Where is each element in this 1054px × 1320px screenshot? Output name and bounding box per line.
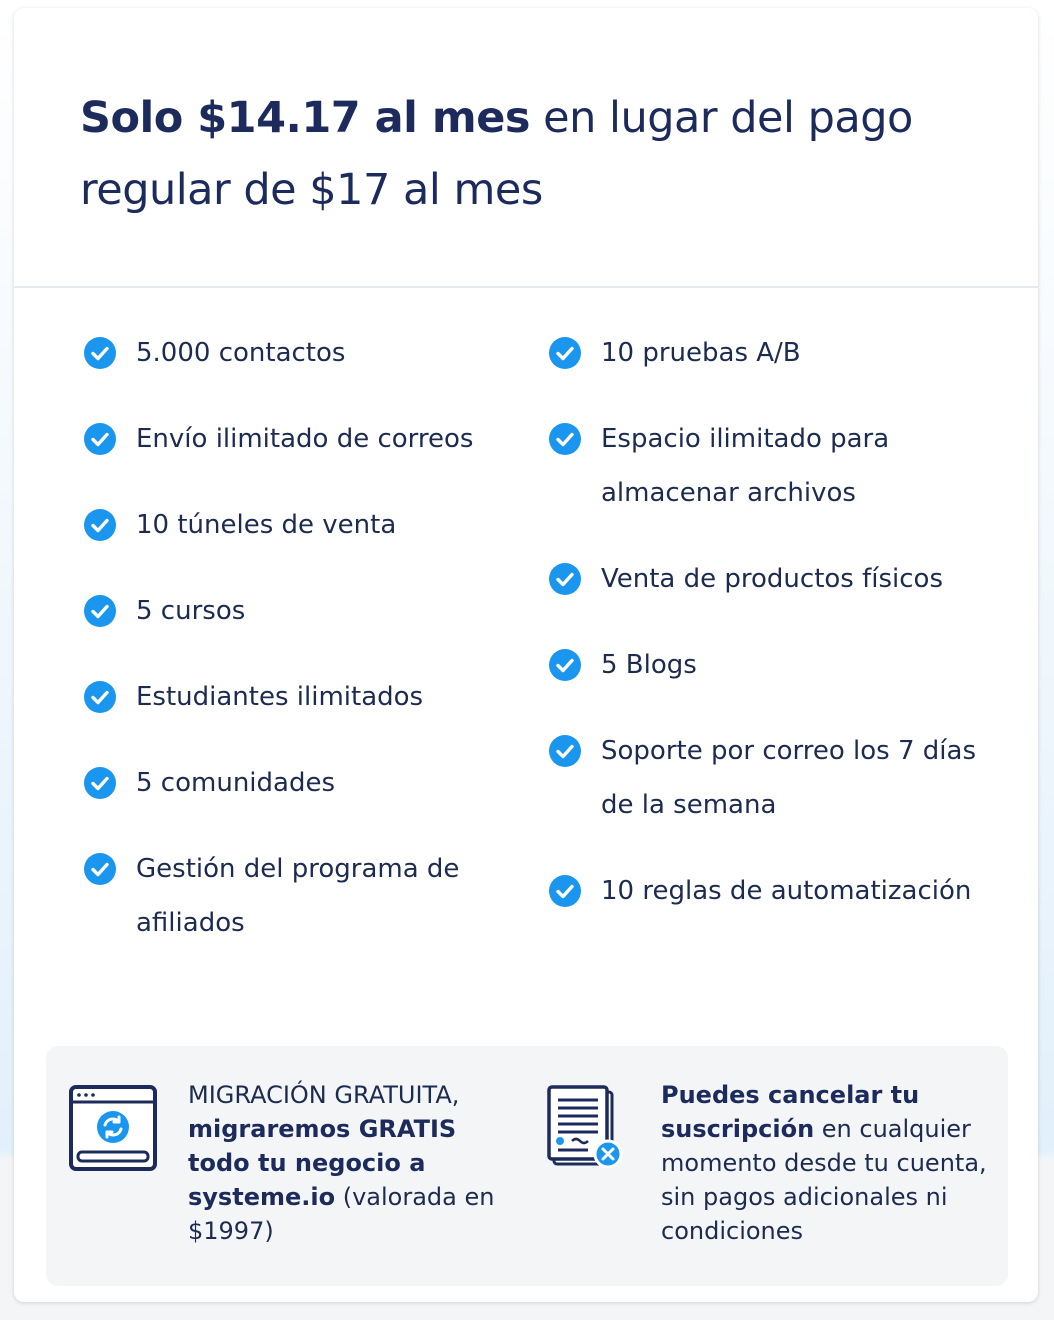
feature-item [84, 584, 484, 638]
migration-text [188, 1078, 508, 1248]
price-title [80, 82, 958, 226]
check-circle-icon [84, 337, 116, 369]
feature-item [549, 552, 979, 606]
check-circle-icon [549, 337, 581, 369]
feature-label: 5 comunidades [136, 768, 335, 798]
check-circle-icon [84, 681, 116, 713]
feature-item [84, 842, 484, 950]
cancel-text-bold: Puedes cancelar tu suscripción [661, 1081, 920, 1143]
document-cancel-icon [546, 1084, 626, 1172]
check-circle-icon [549, 875, 581, 907]
feature-label: Soporte por correo los 7 días de la semana [601, 736, 977, 820]
pricing-card [14, 8, 1038, 1302]
browser-sync-icon [68, 1084, 158, 1172]
check-circle-icon [84, 509, 116, 541]
feature-item [84, 498, 484, 552]
feature-label: 5 Blogs [601, 650, 697, 680]
migration-text-bold: migraremos GRATIS todo tu negocio a systeme.io [188, 1115, 457, 1211]
migration-text-start: MIGRACIÓN GRATUITA, [188, 1081, 460, 1109]
check-circle-icon [549, 423, 581, 455]
feature-label: 5 cursos [136, 596, 246, 626]
feature-label: Estudiantes ilimitados [136, 682, 424, 712]
price-title-bold: Solo $14.17 al mes [80, 93, 530, 143]
feature-label: 10 reglas de automatización [601, 876, 972, 906]
feature-item [549, 864, 979, 918]
feature-item [84, 756, 484, 810]
check-circle-icon [549, 563, 581, 595]
check-circle-icon [84, 423, 116, 455]
check-circle-icon [549, 649, 581, 681]
price-title-rest: en lugar del pago regular de $17 al mes [80, 93, 913, 215]
feature-item [549, 724, 979, 832]
guarantee-panel [46, 1046, 1008, 1286]
feature-item [549, 412, 979, 520]
feature-item [84, 670, 484, 724]
feature-item [84, 326, 484, 380]
feature-label: Venta de productos físicos [601, 564, 944, 594]
feature-label: 10 túneles de venta [136, 510, 397, 540]
check-circle-icon [84, 767, 116, 799]
check-circle-icon [84, 595, 116, 627]
feature-column-left [84, 326, 484, 950]
migration-text-end: (valorada en $1997) [188, 1183, 495, 1245]
pricing-header [14, 8, 1038, 288]
feature-item [549, 638, 979, 692]
check-circle-icon [549, 735, 581, 767]
feature-label: Espacio ilimitado para almacenar archivos [601, 424, 890, 508]
feature-item [549, 326, 979, 380]
feature-label: Envío ilimitado de correos [136, 424, 474, 454]
feature-label: 10 pruebas A/B [601, 338, 801, 368]
feature-column-right [549, 326, 979, 918]
feature-item [84, 412, 484, 466]
cancel-text [661, 1078, 991, 1248]
feature-label: Gestión del programa de afiliados [136, 854, 460, 938]
cancel-text-end: en cualquier momento desde tu cuenta, sin pagos adicionales ni condiciones [661, 1115, 987, 1245]
check-circle-icon [84, 853, 116, 885]
feature-list [14, 288, 1038, 1023]
feature-label: 5.000 contactos [136, 338, 346, 368]
